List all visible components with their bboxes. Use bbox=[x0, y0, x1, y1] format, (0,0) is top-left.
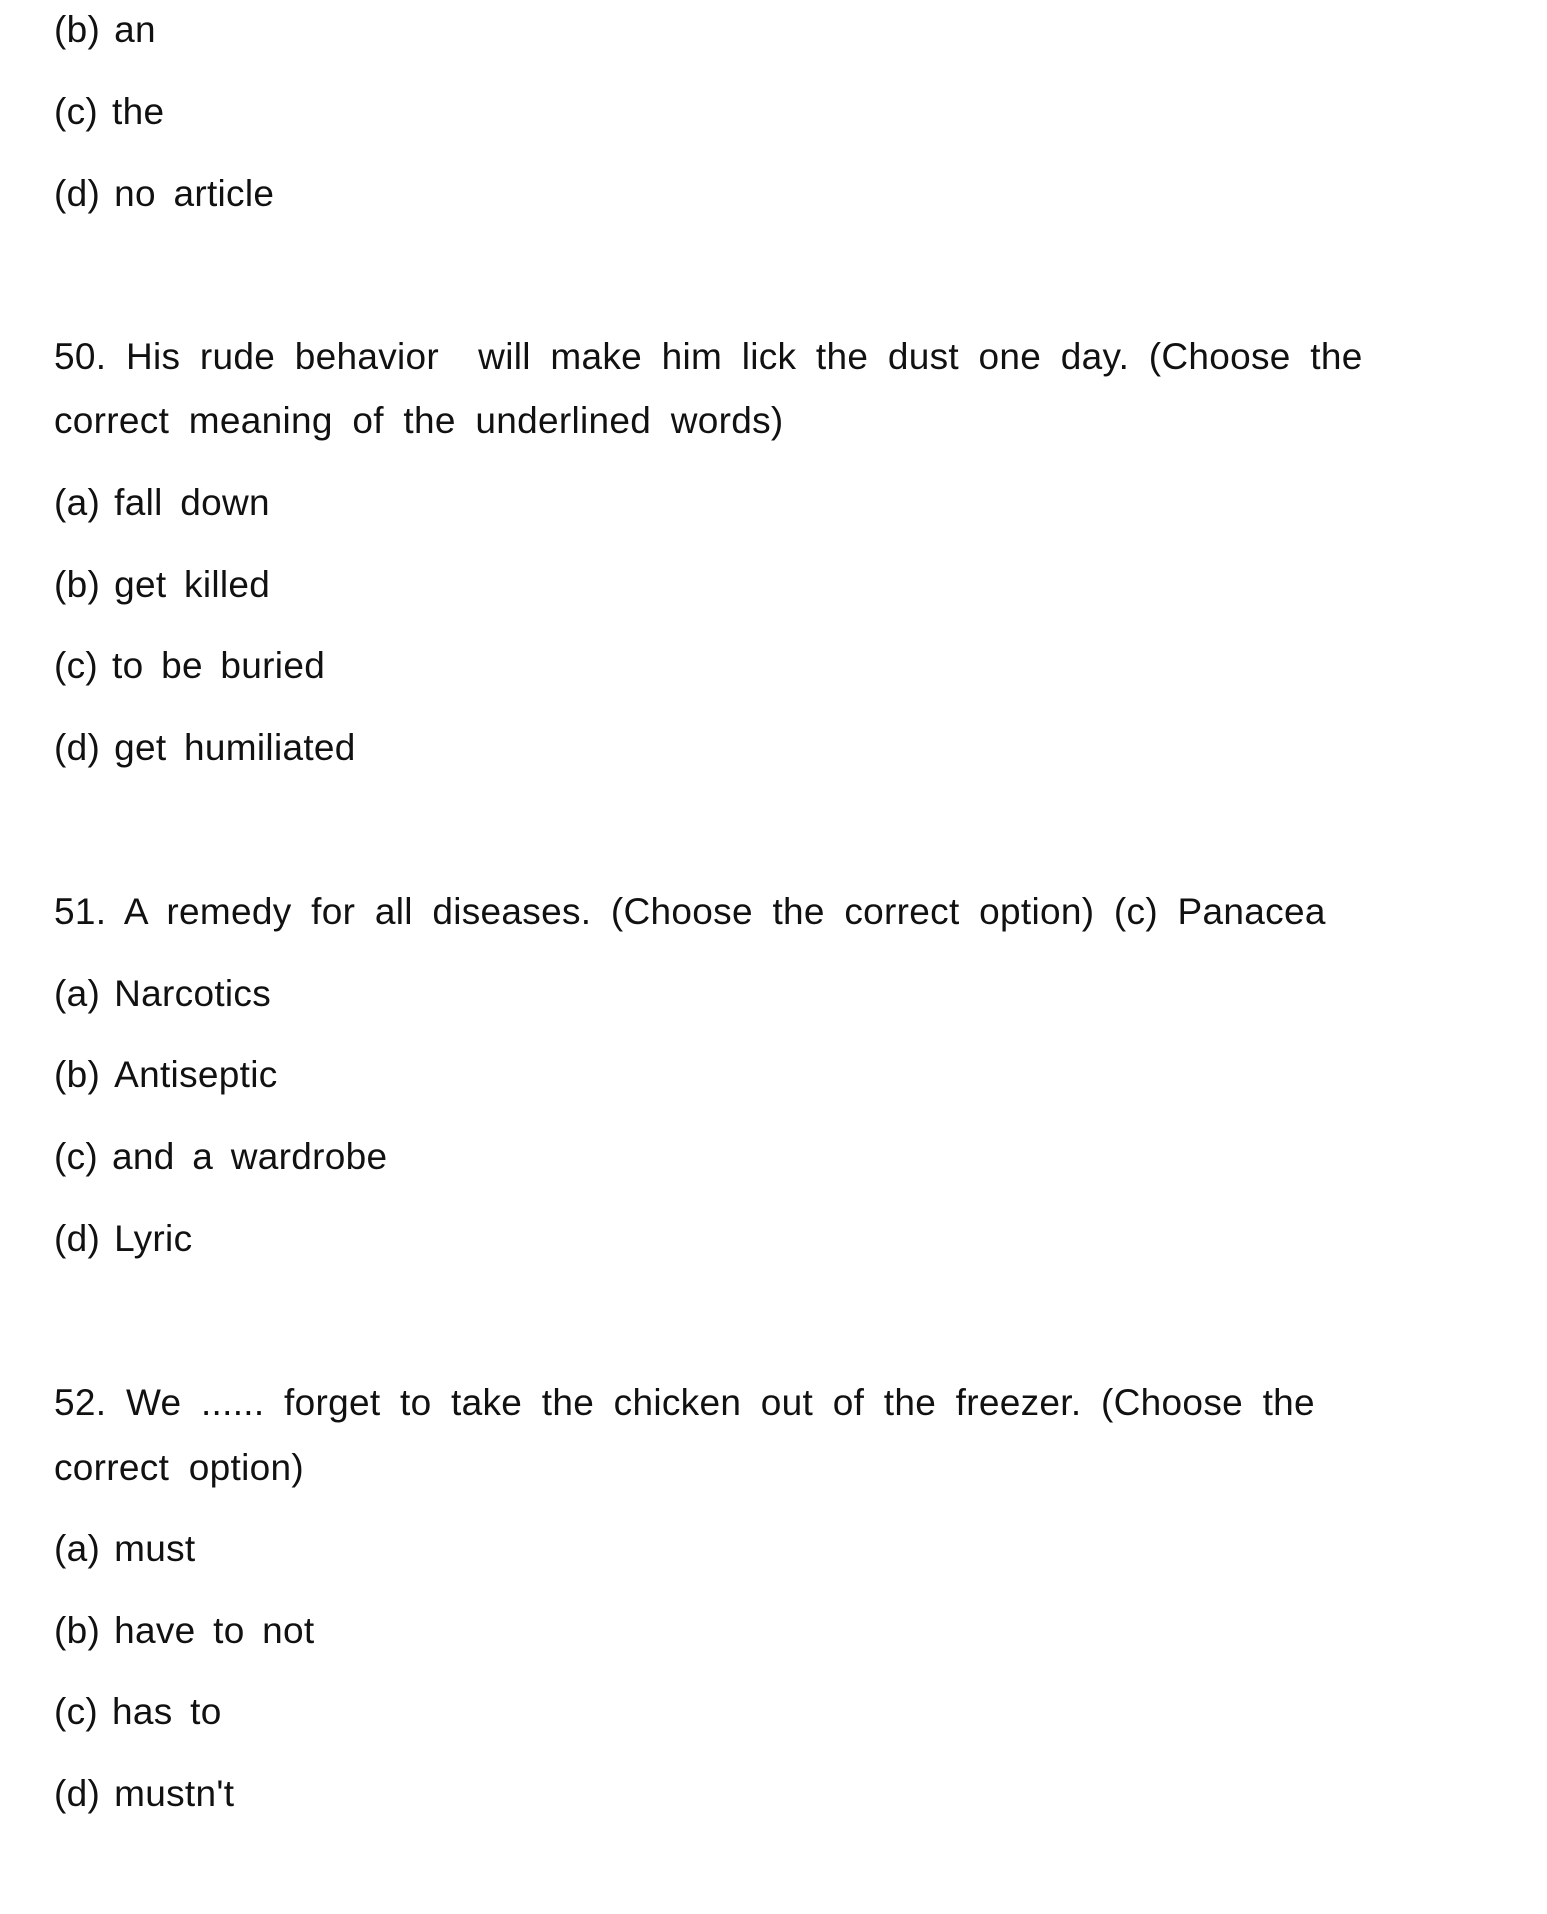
option-label: (a) bbox=[54, 973, 101, 1014]
question-51-option-d bbox=[54, 1217, 192, 1261]
prev-option-b bbox=[54, 8, 156, 52]
question-51-option-a bbox=[54, 972, 271, 1016]
option-text: an bbox=[114, 9, 156, 50]
option-text: must bbox=[114, 1528, 196, 1569]
option-label: (d) bbox=[54, 173, 101, 214]
question-text: We ...... forget to take the chicken out of the freezer. (Choose the bbox=[125, 1382, 1315, 1423]
prev-option-d bbox=[54, 172, 274, 216]
question-number: 52. bbox=[54, 1382, 107, 1423]
question-52-option-b bbox=[54, 1609, 315, 1653]
option-text: the bbox=[112, 91, 165, 132]
option-text: fall down bbox=[114, 482, 270, 523]
option-label: (d) bbox=[54, 1773, 101, 1814]
option-text: has to bbox=[112, 1691, 222, 1732]
option-text: have to not bbox=[114, 1610, 315, 1651]
question-number: 50. bbox=[54, 336, 107, 377]
option-label: (c) bbox=[54, 645, 99, 686]
option-text: get killed bbox=[114, 564, 271, 605]
question-52-option-c bbox=[54, 1690, 222, 1734]
question-52-option-d bbox=[54, 1772, 234, 1816]
question-50-option-c bbox=[54, 644, 325, 688]
option-label: (b) bbox=[54, 1054, 101, 1095]
question-text: correct meaning of the underlined words) bbox=[54, 400, 784, 441]
option-label: (c) bbox=[54, 1691, 99, 1732]
question-text: His rude behavior will make him lick the dust one day. (Choose the bbox=[125, 336, 1363, 377]
option-text: and a wardrobe bbox=[112, 1136, 388, 1177]
option-label: (c) bbox=[54, 91, 99, 132]
option-label: (a) bbox=[54, 482, 101, 523]
question-52-stem-line-1 bbox=[54, 1381, 1315, 1425]
question-text: A remedy for all diseases. (Choose the correct option) (c) Panacea bbox=[123, 891, 1326, 932]
option-text: Antiseptic bbox=[114, 1054, 278, 1095]
option-text: no article bbox=[114, 173, 275, 214]
question-52-option-a bbox=[54, 1527, 196, 1571]
question-50-stem-line-1 bbox=[54, 335, 1363, 379]
question-51-option-c bbox=[54, 1135, 387, 1179]
question-51-option-b bbox=[54, 1053, 278, 1097]
option-text: to be buried bbox=[112, 645, 326, 686]
option-label: (b) bbox=[54, 564, 101, 605]
question-50-option-d bbox=[54, 726, 356, 770]
question-52-stem-line-2 bbox=[54, 1446, 304, 1490]
option-label: (b) bbox=[54, 1610, 101, 1651]
option-text: get humiliated bbox=[114, 727, 356, 768]
question-number: 51. bbox=[54, 891, 107, 932]
option-text: Narcotics bbox=[114, 973, 272, 1014]
option-text: Lyric bbox=[114, 1218, 193, 1259]
question-text: correct option) bbox=[54, 1447, 304, 1488]
question-50-stem-line-2 bbox=[54, 399, 784, 443]
question-50-option-b bbox=[54, 563, 270, 607]
option-label: (d) bbox=[54, 727, 101, 768]
option-label: (d) bbox=[54, 1218, 101, 1259]
question-51-stem-line-1 bbox=[54, 890, 1326, 934]
question-50-option-a bbox=[54, 481, 270, 525]
prev-option-c bbox=[54, 90, 164, 134]
option-label: (c) bbox=[54, 1136, 99, 1177]
option-label: (a) bbox=[54, 1528, 101, 1569]
option-label: (b) bbox=[54, 9, 101, 50]
option-text: mustn't bbox=[114, 1773, 235, 1814]
